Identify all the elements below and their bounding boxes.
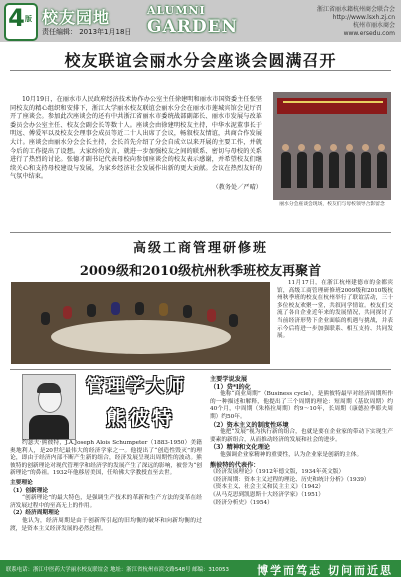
divider	[10, 70, 391, 71]
work-item: 《经济分析史》（1954）	[210, 499, 273, 506]
r1-body: 他称“商业周期”（Business cycle），是熊彼特最早对经济周期所作的一种描述和解释，他提出了三个周期的理论：短周期（基钦周期）约40个月，中周期（朱格拉周期）约9～10年，长周期（康德拉季耶夫周期）约50年。	[210, 391, 393, 420]
photo-person	[345, 152, 355, 188]
article1-byline: （教务处／严晴）	[212, 183, 262, 191]
theory-heading: 主要理论	[10, 479, 33, 486]
footer-contact: 联系电话：浙江中医药大学丽水校友联谊会 地址：浙江省杭州市滨文路548号 邮编：310053	[6, 567, 229, 573]
footer-motto: 博学而笃志 切问而近思	[257, 564, 393, 577]
r3-body: 他强调企业家精神的重要性，认为企业家是创新的主体。	[220, 451, 363, 458]
work-item: 《经济周期：资本主义过程的理论、历史和统计分析》（1939）	[210, 476, 370, 483]
article1-body	[10, 96, 262, 193]
header-url-2: www.ersedu.com	[343, 30, 395, 37]
photo-person	[281, 152, 291, 188]
bio-text: 约瑟夫·熊彼特，J.A.Joseph Alois Schumpeter（1883-1950）美籍奥地利人，是20世纪最伟大的经济学家之一。他提出了“创造性毁灭”的理论，即由于经济内部不断产生新的组合，经济发展呈现出周期性的波动。熊彼特的创新理论对现代管理学和经济学的发展产生了深远的影响，被誉为“创新理论”的鼻祖。1932年他移居美国，任哈佛大学教授直至去世。	[10, 440, 202, 477]
page-footer	[0, 560, 401, 577]
photo-table	[51, 320, 231, 354]
point1-body: “创新理论”的最大特色，是强调生产技术的革新和生产方法的变革在经济发展过程中的至高无上的作用。	[10, 495, 202, 509]
page-header	[0, 0, 401, 42]
r2-title: （2）资本主义的制度性环境	[210, 421, 289, 429]
article2-body: 11月17日，在浙江杭州建德市的金都宾馆，高级工商管理研修班2009级和2010级杭州秋季班的校友在杭州举行了联谊活动，三十多位校友欢聚一堂，共叙同学情谊。校友们交流了各自企业近年来的发展情况，共同探讨了当前经济形势下企业面临的机遇与挑战，并表示今后将进一步加强联系、相互支持、共同发展。	[277, 280, 393, 340]
article3-right-column	[210, 376, 393, 507]
header-org: 浙江省丽水籍杭州商会联合会	[316, 6, 395, 13]
divider	[10, 369, 391, 370]
photo-person	[329, 152, 339, 188]
header-contact	[317, 6, 395, 38]
article2-subtitle: 2009级和2010级杭州秋季班校友再聚首	[79, 264, 322, 279]
divider	[10, 232, 391, 233]
photo-person	[361, 152, 371, 188]
article3-title: 管理学大师	[86, 376, 186, 397]
article2-title: 高级工商管理研修班	[132, 241, 268, 256]
header-url-1: http://www.lsxh.zj.cn	[332, 14, 395, 21]
column-title: 校友园地	[42, 8, 111, 27]
schumpeter-portrait	[22, 374, 76, 440]
header-org-2: 杭州市丽水商会	[352, 22, 395, 29]
article3-name: 熊彼特	[106, 406, 175, 430]
article1-headline: 校友联谊会丽水分会座谈会圆满召开	[64, 51, 337, 70]
issue-badge	[4, 3, 38, 41]
right-heading: 主要学说发展	[210, 376, 248, 383]
point2-body: 他认为，经济周期是由于创新所引起的旧均衡的破坏和向新均衡的过渡，是资本主义经济发展的必然过程。	[10, 517, 202, 532]
works-heading: 熊彼特的代表作：	[210, 461, 260, 469]
point1-title: （1）创新理论	[10, 487, 49, 494]
article1-text: 10月19日，在丽水市人民政府经济技术协作办公室主任徐建明和丽水市国资委主任张坚同校友的精心组织和安排下，浙江大学丽水校友联谊会丽水分会在丽水市莲城宾馆会见厅召开了座谈会。参加此次座谈会的还有中共浙江省丽水市委统战部副部长、丽水市发展与改革委员会办公室主任、校友会副会长等数十人。座谈会由徐建明校友主持，中华水泥董事长于明远、傅爱军以及校友会理事会成员等近二十人出席了会议，畅叙校友情谊，共商合作发展大计。座谈会由丽水分会会长主持，会长首先介绍了分会自成立以来开展的主要工作，并就今后的工作提出了设想。大家纷纷发言，就进一步加强校友之间的联系、密切与母校的关系进行了热烈的讨论。张德才副书记代表母校向参加座谈会的校友表示感谢，并希望校友们继续关心和支持母校建设与发展，为家乡经济社会发展作出新的更大贡献。会议在热烈友好的气氛中结束。	[10, 96, 262, 181]
photo-banner	[277, 98, 387, 114]
point2-title: （2）经济周期理论	[10, 510, 60, 517]
column-subtitle: 责任编辑： 2013年1月18日	[42, 28, 132, 36]
work-item: 《经济发展理论》（1912年德文版，1934年英文版）	[210, 469, 345, 476]
r2-body: 他把“发展”视为执行新的组合，也就是要在企业家的带动下实现生产要素的新组合，从而推动经济的发展和社会的进步。	[210, 429, 393, 443]
r3-title: （3）精神和文化理论	[210, 444, 270, 452]
article1-photo	[273, 92, 391, 200]
logo-alumni: ALUMNI	[147, 4, 206, 17]
article3-bio	[10, 440, 202, 533]
article2-photo	[11, 282, 270, 364]
issue-edition: 版	[25, 15, 32, 23]
work-item: 《资本主义、社会主义和民主主义》（1942）	[210, 484, 324, 491]
article1-photo-caption: 丽水分会座谈会现场，校友们与母校领导合影留念	[279, 202, 385, 207]
issue-number: 4	[8, 4, 25, 32]
photo-person	[377, 152, 387, 188]
r1-title: （1）贷*l的化	[210, 383, 251, 391]
photo-person	[297, 152, 307, 188]
photo-person	[313, 152, 323, 188]
logo-garden: GARDEN	[147, 17, 239, 37]
work-item: 《从马克思到凯恩斯十大经济学家》（1951）	[210, 491, 324, 498]
